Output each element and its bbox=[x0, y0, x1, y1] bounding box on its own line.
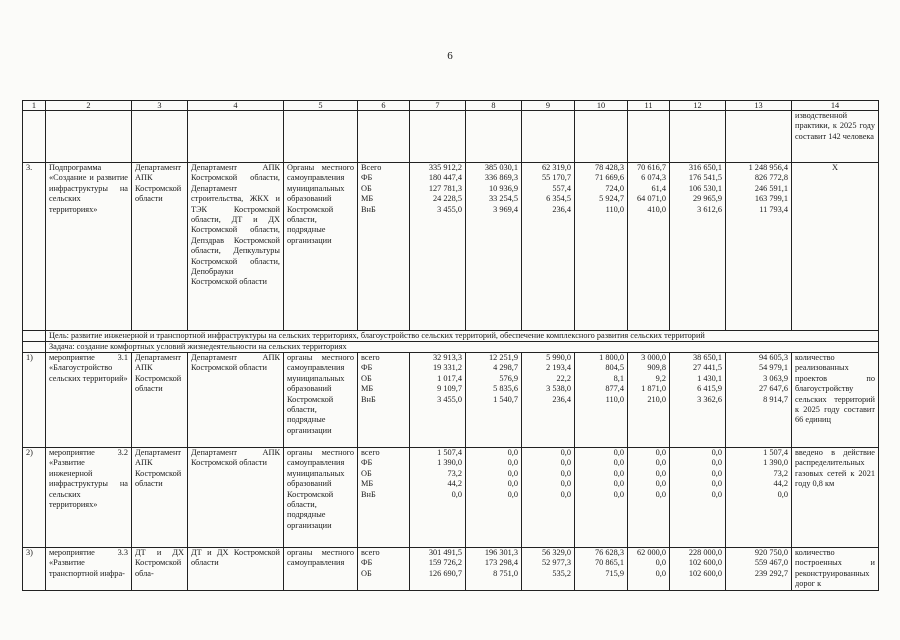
year-values-value: 106 530,1 bbox=[688, 183, 722, 193]
expected-result: Х bbox=[792, 163, 879, 331]
year-values-value: 6 354,5 bbox=[546, 194, 571, 204]
year-values bbox=[628, 163, 670, 331]
row-number: 1) bbox=[23, 353, 46, 448]
year-values bbox=[628, 448, 670, 548]
col-header: 7 bbox=[410, 101, 466, 111]
participants: органы местного самоуправления муниципальных образований Костромской области, подрядные организации bbox=[284, 448, 358, 548]
funding-sources-value: ФБ bbox=[361, 558, 373, 568]
funding-sources-value: ФБ bbox=[361, 173, 373, 183]
year-values bbox=[522, 548, 575, 591]
year-values-value: 3 969,4 bbox=[493, 204, 518, 214]
funding-sources-value: ВнБ bbox=[361, 489, 376, 499]
year-values-value: 0,0 bbox=[507, 479, 518, 489]
year-values-value: 78 428,3 bbox=[594, 163, 624, 172]
year-values bbox=[670, 448, 726, 548]
funding-sources-value: всего bbox=[361, 548, 380, 557]
program-name: мероприятие 3.2 «Развитие инженерной инфраструктуры на сельских территориях» bbox=[46, 448, 132, 548]
year-values-value: 0,0 bbox=[655, 468, 666, 478]
task-text-row bbox=[23, 342, 879, 353]
col-header: 14 bbox=[792, 101, 879, 111]
co-executors: Департамент АПК Костромской области bbox=[188, 448, 284, 548]
year-values-value: 61,4 bbox=[651, 183, 666, 193]
responsible-executor: ДТ и ДХ Костромской обла- bbox=[132, 548, 188, 591]
responsible-executor: Департамент АПК Костромской области bbox=[132, 163, 188, 331]
year-values-value: 0,0 bbox=[711, 448, 722, 457]
funding-sources bbox=[358, 163, 410, 331]
year-values-value: 826 772,8 bbox=[754, 173, 788, 183]
year-values-value: 38 650,1 bbox=[692, 353, 722, 362]
year-values-value: 0,0 bbox=[613, 448, 624, 457]
funding-sources-value: всего bbox=[361, 353, 380, 362]
funding-sources-value: МБ bbox=[361, 479, 374, 489]
year-values-value: 1 871,0 bbox=[641, 384, 666, 394]
year-values-value: 576,9 bbox=[499, 373, 518, 383]
year-values-value: 44,2 bbox=[773, 479, 788, 489]
year-values-value: 54 979,1 bbox=[758, 363, 788, 373]
carry-over-row bbox=[23, 111, 879, 163]
year-values-value: 173 298,4 bbox=[484, 558, 518, 568]
year-values-value: 76 628,3 bbox=[594, 548, 624, 557]
year-values-value: 3 612,6 bbox=[697, 204, 722, 214]
col-header: 3 bbox=[132, 101, 188, 111]
year-values-value: 71 669,6 bbox=[594, 173, 624, 183]
year-values-value: 301 491,5 bbox=[428, 548, 462, 557]
year-values-value: 110,0 bbox=[605, 394, 624, 404]
goal-text-row bbox=[23, 331, 879, 342]
year-values-value: 24 228,5 bbox=[432, 194, 462, 204]
funding-sources-value: всего bbox=[361, 448, 380, 457]
funding-sources-value: ФБ bbox=[361, 458, 373, 468]
funding-sources bbox=[358, 548, 410, 591]
program-name: мероприятие 3.1 «Благоустройство сельских территорий» bbox=[46, 353, 132, 448]
year-values-value: 159 726,2 bbox=[428, 558, 462, 568]
goal-text: Цель: развитие инженерной и транспортной инфраструктуры на сельских территориях, благоустройство сельских территорий, обеспечение комплексного развития сельских территорий bbox=[46, 331, 879, 342]
year-values-value: 1 017,4 bbox=[437, 373, 462, 383]
year-values-value: 19 331,2 bbox=[432, 363, 462, 373]
year-values-value: 44,2 bbox=[447, 479, 462, 489]
col-header: 13 bbox=[726, 101, 792, 111]
year-values-value: 0,0 bbox=[507, 448, 518, 457]
year-values-value: 0,0 bbox=[777, 489, 788, 499]
year-values-value: 877,4 bbox=[605, 384, 624, 394]
year-values-value: 22,2 bbox=[556, 373, 571, 383]
year-values-value: 3 000,0 bbox=[641, 353, 666, 362]
year-values-value: 228 000,0 bbox=[688, 548, 722, 557]
col-header: 1 bbox=[23, 101, 46, 111]
year-values-value: 52 977,3 bbox=[541, 558, 571, 568]
year-values-value: 1 390,0 bbox=[763, 458, 788, 468]
year-values-value: 0,0 bbox=[655, 479, 666, 489]
participants: органы местного самоуправления bbox=[284, 548, 358, 591]
funding-sources-value: ВнБ bbox=[361, 394, 376, 404]
funding-sources-value: ОБ bbox=[361, 468, 372, 478]
year-values-value: 0,0 bbox=[655, 558, 666, 568]
row-number: 3) bbox=[23, 548, 46, 591]
year-values-value: 27 647,6 bbox=[758, 384, 788, 394]
year-values-value: 0,0 bbox=[507, 489, 518, 499]
funding-sources-value: ОБ bbox=[361, 183, 372, 193]
funding-sources-value: МБ bbox=[361, 194, 374, 204]
funding-sources bbox=[358, 448, 410, 548]
year-values-value: 70 865,1 bbox=[594, 558, 624, 568]
year-values-value: 127 781,3 bbox=[428, 183, 462, 193]
year-values-value: 804,5 bbox=[605, 363, 624, 373]
co-executors: ДТ и ДХ Костромской области bbox=[188, 548, 284, 591]
year-values-value: 9,2 bbox=[655, 373, 666, 383]
year-values-value: 12 251,9 bbox=[488, 353, 518, 362]
year-values-value: 94 605,3 bbox=[758, 353, 788, 362]
year-values bbox=[726, 163, 792, 331]
responsible-executor: Департамент АПК Костромской области bbox=[132, 353, 188, 448]
funding-sources-value: Всего bbox=[361, 163, 382, 172]
year-values-value: 535,2 bbox=[552, 568, 571, 578]
expected-result: введено в действие распределительных газовых сетей к 2021 году 0,8 км bbox=[792, 448, 879, 548]
year-values-value: 0,0 bbox=[711, 468, 722, 478]
year-values-value: 239 292,7 bbox=[754, 568, 788, 578]
co-executors: Департамент АПК Костромской области bbox=[188, 353, 284, 448]
measure-row bbox=[23, 548, 879, 591]
year-values-value: 73,2 bbox=[447, 468, 462, 478]
year-values-value: 3 362,6 bbox=[697, 394, 722, 404]
year-values-value: 56 329,0 bbox=[541, 548, 571, 557]
year-values bbox=[726, 353, 792, 448]
year-values-value: 33 254,5 bbox=[488, 194, 518, 204]
year-values-value: 0,0 bbox=[560, 448, 571, 457]
year-values-value: 62 319,0 bbox=[541, 163, 571, 172]
program-name: мероприятие 3.3 «Развитие транспортной инфра- bbox=[46, 548, 132, 591]
year-values-value: 1 390,0 bbox=[437, 458, 462, 468]
year-values-value: 246 591,1 bbox=[754, 183, 788, 193]
measure-row bbox=[23, 353, 879, 448]
year-values-value: 110,0 bbox=[605, 204, 624, 214]
year-values-value: 336 869,3 bbox=[484, 173, 518, 183]
year-values-value: 724,0 bbox=[605, 183, 624, 193]
col-header: 6 bbox=[358, 101, 410, 111]
year-values-value: 102 600,0 bbox=[688, 558, 722, 568]
year-values bbox=[410, 353, 466, 448]
year-values-value: 2 193,4 bbox=[546, 363, 571, 373]
year-values-value: 3 063,9 bbox=[763, 373, 788, 383]
year-values-value: 920 750,0 bbox=[754, 548, 788, 557]
col-header: 10 bbox=[575, 101, 628, 111]
year-values-value: 0,0 bbox=[451, 489, 462, 499]
subprogram-row bbox=[23, 163, 879, 331]
task-text: Задача: создание комфортных условий жизнедеятельности на сельских территориях bbox=[46, 342, 879, 353]
year-values-value: 0,0 bbox=[655, 489, 666, 499]
row-number: 2) bbox=[23, 448, 46, 548]
year-values bbox=[522, 353, 575, 448]
year-values-value: 163 799,1 bbox=[754, 194, 788, 204]
year-values-value: 0,0 bbox=[560, 479, 571, 489]
year-values-value: 4 298,7 bbox=[493, 363, 518, 373]
year-values-value: 3 455,0 bbox=[437, 204, 462, 214]
spacer bbox=[23, 342, 46, 353]
spacer bbox=[23, 331, 46, 342]
year-values-value: 5 990,0 bbox=[546, 353, 571, 362]
col-header: 8 bbox=[466, 101, 522, 111]
year-values-value: 6 415,9 bbox=[697, 384, 722, 394]
year-values bbox=[410, 163, 466, 331]
year-values bbox=[466, 448, 522, 548]
col-header: 12 bbox=[670, 101, 726, 111]
funding-sources-value: МБ bbox=[361, 384, 374, 394]
year-values bbox=[670, 548, 726, 591]
year-values-value: 410,0 bbox=[647, 204, 666, 214]
expected-result: количество построенных и реконструированных дорог к bbox=[792, 548, 879, 591]
col-header: 2 bbox=[46, 101, 132, 111]
year-values-value: 5 924,7 bbox=[599, 194, 624, 204]
year-values bbox=[670, 353, 726, 448]
year-values-value: 236,4 bbox=[552, 204, 571, 214]
year-values-value: 0,0 bbox=[613, 468, 624, 478]
funding-table bbox=[22, 100, 879, 591]
funding-sources-value: ОБ bbox=[361, 568, 372, 578]
year-values-value: 385 030,1 bbox=[484, 163, 518, 172]
funding-sources-value: ОБ bbox=[361, 373, 372, 383]
funding-sources bbox=[358, 353, 410, 448]
program-name: Подпрограмма «Создание и развитие инфраструктуры на сельских территориях» bbox=[46, 163, 132, 331]
year-values-value: 9 109,7 bbox=[437, 384, 462, 394]
year-values-value: 1 430,1 bbox=[697, 373, 722, 383]
responsible-executor: Департамент АПК Костромской области bbox=[132, 448, 188, 548]
year-values-value: 0,0 bbox=[613, 458, 624, 468]
year-values bbox=[726, 448, 792, 548]
co-executors: Департамент АПК Костромской области, Департамент строительства, ЖКХ и ТЭК Костромской области, ДТ и ДХ Костромской области, Депздрав Костромской области, Депкультуры Костромской области, Депобрауки Костромской области bbox=[188, 163, 284, 331]
year-values-value: 0,0 bbox=[560, 489, 571, 499]
year-values-value: 0,0 bbox=[655, 458, 666, 468]
year-values-value: 0,0 bbox=[507, 468, 518, 478]
year-values-value: 6 074,3 bbox=[641, 173, 666, 183]
year-values bbox=[522, 163, 575, 331]
year-values-value: 0,0 bbox=[560, 468, 571, 478]
year-values-value: 180 447,4 bbox=[428, 173, 462, 183]
funding-sources-value: ВнБ bbox=[361, 204, 376, 214]
year-values-value: 0,0 bbox=[655, 448, 666, 457]
year-values-value: 32 913,3 bbox=[432, 353, 462, 362]
year-values bbox=[466, 163, 522, 331]
year-values-value: 64 071,0 bbox=[636, 194, 666, 204]
year-values-value: 316 650,1 bbox=[688, 163, 722, 172]
year-values bbox=[575, 548, 628, 591]
year-values-value: 27 441,5 bbox=[692, 363, 722, 373]
year-values-value: 0,0 bbox=[711, 479, 722, 489]
year-values bbox=[466, 548, 522, 591]
year-values-value: 70 616,7 bbox=[636, 163, 666, 172]
year-values bbox=[410, 448, 466, 548]
expected-result: количество реализованных проектов по благоустройству сельских территорий к 2025 году составит 66 единиц bbox=[792, 353, 879, 448]
year-values-value: 1 248 956,4 bbox=[748, 163, 788, 172]
col-header: 5 bbox=[284, 101, 358, 111]
year-values-value: 0,0 bbox=[711, 489, 722, 499]
year-values-value: 73,2 bbox=[773, 468, 788, 478]
year-values-value: 3 538,0 bbox=[546, 384, 571, 394]
year-values-value: 0,0 bbox=[613, 479, 624, 489]
year-values bbox=[466, 353, 522, 448]
year-values bbox=[522, 448, 575, 548]
year-values-value: 0,0 bbox=[613, 489, 624, 499]
measure-row bbox=[23, 448, 879, 548]
year-values-value: 0,0 bbox=[711, 458, 722, 468]
col-header: 11 bbox=[628, 101, 670, 111]
year-values bbox=[575, 163, 628, 331]
year-values-value: 210,0 bbox=[647, 394, 666, 404]
year-values bbox=[410, 548, 466, 591]
year-values-value: 11 793,4 bbox=[759, 204, 788, 214]
year-values-value: 8,1 bbox=[613, 373, 624, 383]
carry-over-result: изводственной практики, к 2025 году составит 142 человека bbox=[792, 111, 879, 163]
year-values-value: 55 170,7 bbox=[541, 173, 571, 183]
year-values-value: 3 455,0 bbox=[437, 394, 462, 404]
year-values-value: 557,4 bbox=[552, 183, 571, 193]
year-values-value: 1 507,4 bbox=[763, 448, 788, 457]
year-values-value: 29 965,9 bbox=[692, 194, 722, 204]
year-values-value: 0,0 bbox=[507, 458, 518, 468]
year-values-value: 0,0 bbox=[560, 458, 571, 468]
year-values bbox=[575, 448, 628, 548]
year-values-value: 126 690,7 bbox=[428, 568, 462, 578]
year-values-value: 5 835,6 bbox=[493, 384, 518, 394]
year-values-value: 102 600,0 bbox=[688, 568, 722, 578]
year-values-value: 62 000,0 bbox=[636, 548, 666, 557]
year-values-value: 335 912,2 bbox=[428, 163, 462, 172]
year-values-value: 176 541,5 bbox=[688, 173, 722, 183]
year-values-value: 196 301,3 bbox=[484, 548, 518, 557]
year-values-value: 10 936,9 bbox=[488, 183, 518, 193]
year-values bbox=[670, 163, 726, 331]
year-values-value: 0,0 bbox=[655, 568, 666, 578]
year-values-value: 559 467,0 bbox=[754, 558, 788, 568]
year-values-value: 909,8 bbox=[647, 363, 666, 373]
col-header: 9 bbox=[522, 101, 575, 111]
year-values-value: 1 800,0 bbox=[599, 353, 624, 362]
year-values bbox=[726, 548, 792, 591]
year-values-value: 715,9 bbox=[605, 568, 624, 578]
year-values-value: 1 507,4 bbox=[437, 448, 462, 457]
year-values bbox=[628, 548, 670, 591]
year-values-value: 8 751,0 bbox=[493, 568, 518, 578]
column-numbers-row bbox=[23, 101, 879, 111]
row-number: 3. bbox=[23, 163, 46, 331]
funding-sources-value: ФБ bbox=[361, 363, 373, 373]
year-values-value: 1 540,7 bbox=[493, 394, 518, 404]
year-values-value: 236,4 bbox=[552, 394, 571, 404]
year-values-value: 8 914,7 bbox=[763, 394, 788, 404]
participants: Органы местного самоуправления муниципальных образований Костромской области, подрядные организации bbox=[284, 163, 358, 331]
col-header: 4 bbox=[188, 101, 284, 111]
participants: органы местного самоуправления муниципальных образований Костромской области, подрядные организации bbox=[284, 353, 358, 448]
year-values bbox=[575, 353, 628, 448]
page-number: 6 bbox=[447, 50, 453, 62]
year-values bbox=[628, 353, 670, 448]
